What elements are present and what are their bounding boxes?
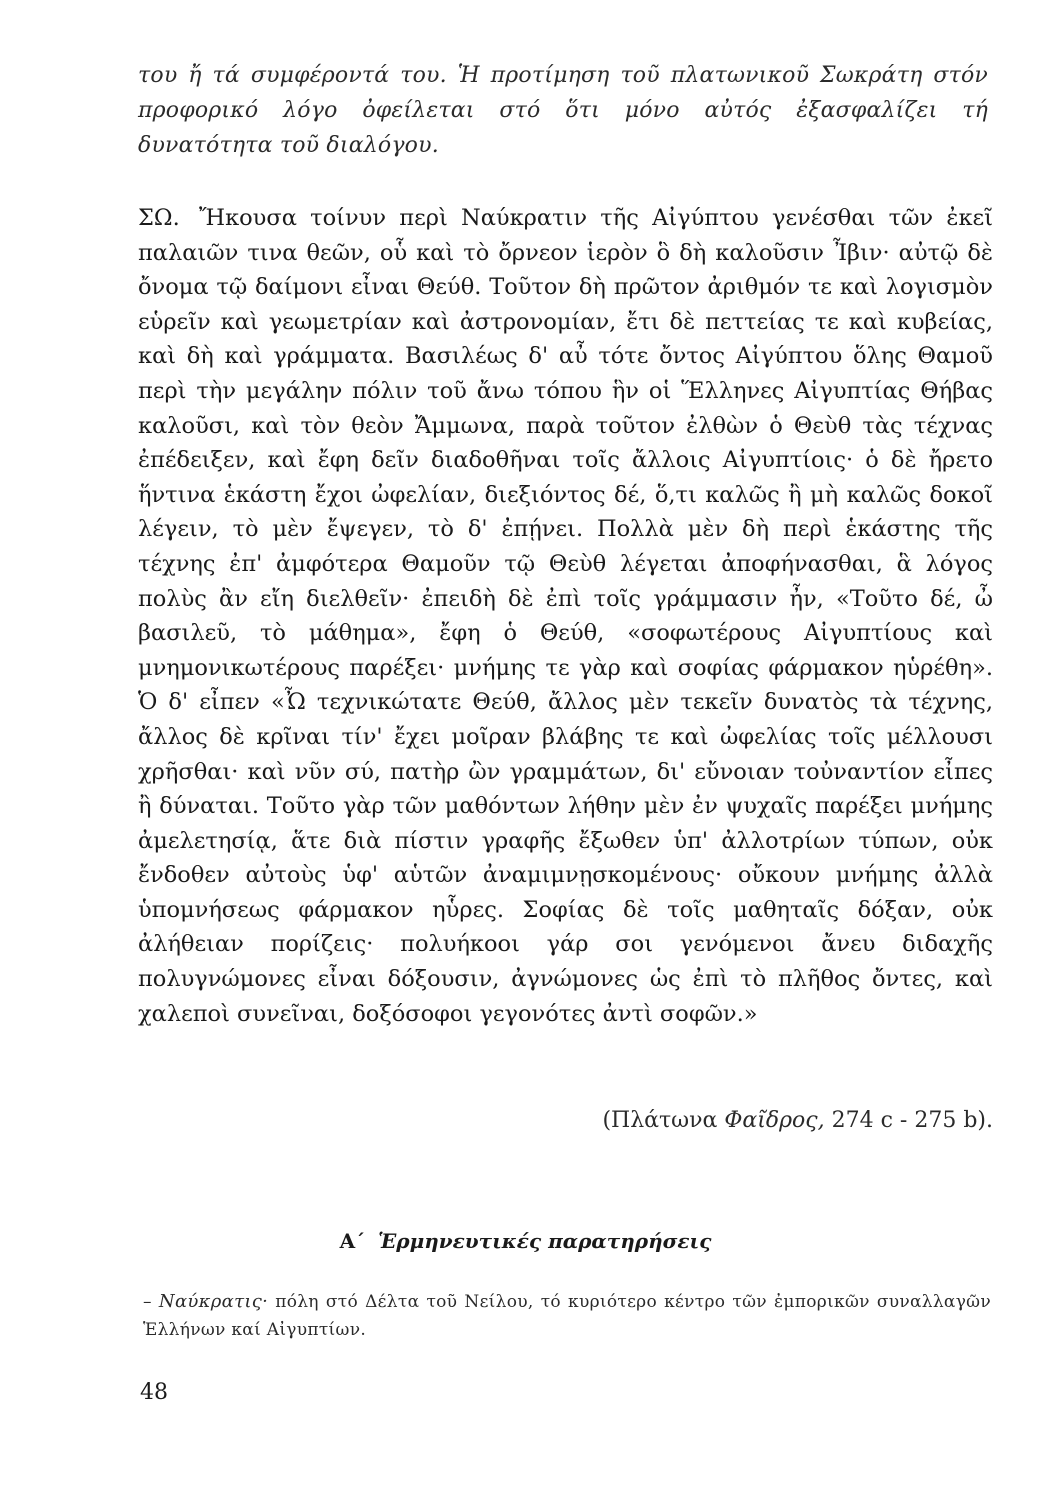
dialogue-paragraph (138, 201, 993, 1031)
citation-open: (Πλάτωνα (602, 1108, 718, 1133)
page-number: 48 (140, 1380, 168, 1405)
section-number: Α΄ (339, 1229, 366, 1253)
footnote (143, 1288, 991, 1344)
section-heading (0, 1229, 1051, 1253)
intro-paragraph: του ἤ τά συμφέροντά του. Ἡ προτίμηση τοῦ πλατωνικοῦ Σωκράτη στόν προφορικό λόγο ὀφείλεται στό ὅτι μόνο αὐτός ἐξασφαλίζει τή δυνατότητα τοῦ διαλόγου. (138, 63, 988, 158)
note-text: πόλη στό Δέλτα τοῦ Νείλου, τό κυριότερο κέντρο τῶν ἐμπορικῶν συναλλαγῶν Ἑλλήνων καί Αἰγυπτίων. (143, 1292, 991, 1340)
note-dash: – (143, 1292, 152, 1312)
speaker-label: ΣΩ. (138, 205, 180, 231)
dialogue-text: Ἤκουσα τοίνυν περὶ Ναύκρατιν τῆς Αἰγύπτου γενέσθαι τῶν ἐκεῖ παλαιῶν τινα θεῶν, οὗ καὶ τὸ ὄρνεον ἱερὸν ὃ δὴ καλοῦσιν Ἶβιν· αὐτῷ δὲ ὄνομα τῷ δαίμονι εἶναι Θεύθ. Τοῦτον δὴ πρῶτον ἀριθμόν τε καὶ λογισμὸν εὑρεῖν καὶ γεωμετρίαν καὶ ἀστρονομίαν, ἔτι δὲ πεττείας τε καὶ κυβείας, καὶ δὴ καὶ γράμματα. Βασιλέως δ' αὖ τότε ὄντος Αἰγύπτου ὅλης Θαμοῦ περὶ τὴν μεγάλην πόλιν τοῦ ἄνω τόπου ἣν οἱ Ἕλληνες Αἰγυπτίας Θήβας καλοῦσι, καὶ τὸν θεὸν Ἄμμωνα, παρὰ τοῦτον ἐλθὼν ὁ Θεὺθ τὰς τέχνας ἐπέδειξεν, καὶ ἔφη δεῖν διαδοθῆναι τοῖς ἄλλοις Αἰγυπτίοις· ὁ δὲ ἤρετο ἥντινα ἑκάστη ἔχοι ὠφελίαν, διεξιόντος δέ, ὅ,τι καλῶς ἢ μὴ καλῶς δοκοῖ λέγειν, τὸ μὲν ἔψεγεν, τὸ δ' ἐπῄνει. Πολλὰ μὲν δὴ περὶ ἑκάστης τῆς τέχνης ἐπ' ἀμφότερα Θαμοῦν τῷ Θεὺθ λέγεται ἀποφήνασθαι, ἃ λόγος πολὺς ἂν εἴη διελθεῖν· ἐπειδὴ δὲ ἐπὶ τοῖς γράμμασιν ἦν, «Τοῦτο δέ, ὦ βασιλεῦ, τὸ μάθημα», ἔφη ὁ Θεύθ, «σοφωτέρους Αἰγυπτίους καὶ μνημονικωτέρους παρέξει· μνήμης τε γὰρ καὶ σοφίας φάρμακον ηὑρέθη». Ὁ δ' εἶπεν «Ὦ τεχνικώτατε Θεύθ, ἄλλος μὲν τεκεῖν δυνατὸς τὰ τέχνης, ἄλλος δὲ κρῖναι τίν' ἔχει μοῖραν βλάβης τε καὶ ὠφελίας τοῖς μέλλουσι χρῆσθαι· καὶ νῦν σύ, πατὴρ ὢν γραμμάτων, δι' εὔνοιαν τοὐναντίον εἶπες ἢ δύναται. Τοῦτο γὰρ τῶν μαθόντων λήθην μὲν ἐν ψυχαῖς παρέξει μνήμης ἀμελετησίᾳ, ἅτε διὰ πίστιν γραφῆς ἔξωθεν ὑπ' ἀλλοτρίων τύπων, οὐκ ἔνδοθεν αὐτοὺς ὑφ' αὑτῶν ἀναμιμνῃσκομένους· οὔκουν μνήμης ἀλλὰ ὑπομνήσεως φάρμακον ηὗρες. Σοφίας δὲ τοῖς μαθηταῖς δόξαν, οὐκ ἀλήθειαν πορίζεις· πολυήκοοι γάρ σοι γενόμενοι ἄνευ διδαχῆς πολυγνώμονες εἶναι δόξουσιν, ἀγνώμονες ὡς ἐπὶ τὸ πλῆθος ὄντες, καὶ χαλεποὶ συνεῖναι, δοξόσοφοι γεγονότες ἀντὶ σοφῶν.» (138, 205, 993, 1027)
citation-title: Φαῖδρος, (724, 1108, 825, 1133)
note-term: Ναύκρατις· (158, 1291, 269, 1312)
citation-ref: 274 c - 275 b). (831, 1108, 993, 1133)
section-title: Ἑρμηνευτικές παρατηρήσεις (378, 1229, 712, 1253)
citation (602, 1108, 993, 1133)
